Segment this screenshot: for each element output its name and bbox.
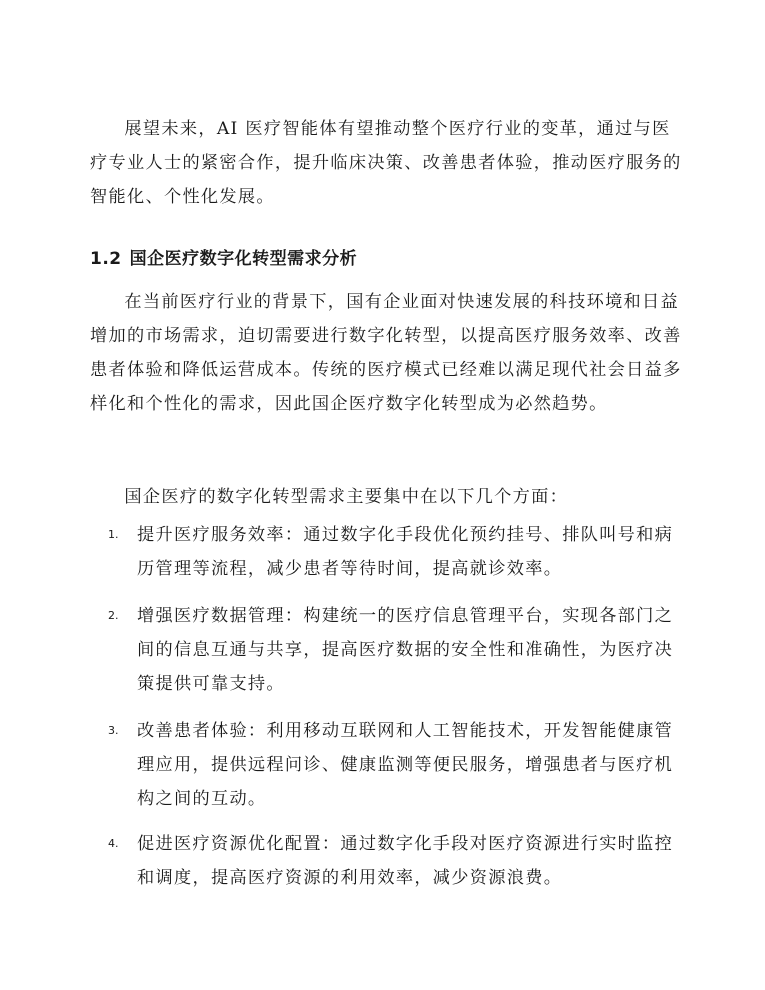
list-item-number: 1. — [108, 528, 119, 541]
list-item-number: 3. — [108, 724, 119, 737]
list-item-text: 促进医疗资源优化配置：通过数字化手段对医疗资源进行实时监控和调度，提高医疗资源的利用效率，减少资源浪费。 — [137, 834, 674, 888]
list-item-text: 提升医疗服务效率：通过数字化手段优化预约挂号、排队叫号和病历管理等流程，减少患者等待时间，提高就诊效率。 — [137, 525, 674, 579]
list-intro-paragraph: 国企医疗的数字化转型需求主要集中在以下几个方面： — [124, 487, 569, 507]
section-heading — [90, 244, 357, 269]
list-item-number: 2. — [108, 609, 119, 622]
list-item-text: 改善患者体验：利用移动互联网和人工智能技术，开发智能健康管理应用，提供远程问诊、健康监测等便民服务，增强患者与医疗机构之间的互动。 — [137, 721, 674, 809]
list-item-number: 4. — [108, 837, 119, 850]
list-item-text: 增强医疗数据管理：构建统一的医疗信息管理平台，实现各部门之间的信息互通与共享，提高医疗数据的安全性和准确性，为医疗决策提供可靠支持。 — [137, 606, 674, 694]
section-title: 国企医疗数字化转型需求分析 — [129, 249, 358, 269]
list-item — [108, 599, 682, 701]
intro-paragraph: 展望未来，AI 医疗智能体有望推动整个医疗行业的变革，通过与医疗专业人士的紧密合作，提升临床决策、改善患者体验，推动医疗服务的智能化、个性化发展。 — [90, 119, 682, 207]
section-body-paragraph: 在当前医疗行业的背景下，国有企业面对快速发展的科技环境和日益增加的市场需求，迫切需要进行数字化转型，以提高医疗服务效率、改善患者体验和降低运营成本。传统的医疗模式已经难以满足现代社会日益多样化和个性化的需求，因此国企医疗数字化转型成为必然趋势。 — [90, 292, 682, 414]
list-item — [108, 518, 682, 586]
list-item — [108, 714, 682, 816]
list-item — [108, 827, 682, 895]
section-number: 1.2 — [90, 249, 122, 269]
